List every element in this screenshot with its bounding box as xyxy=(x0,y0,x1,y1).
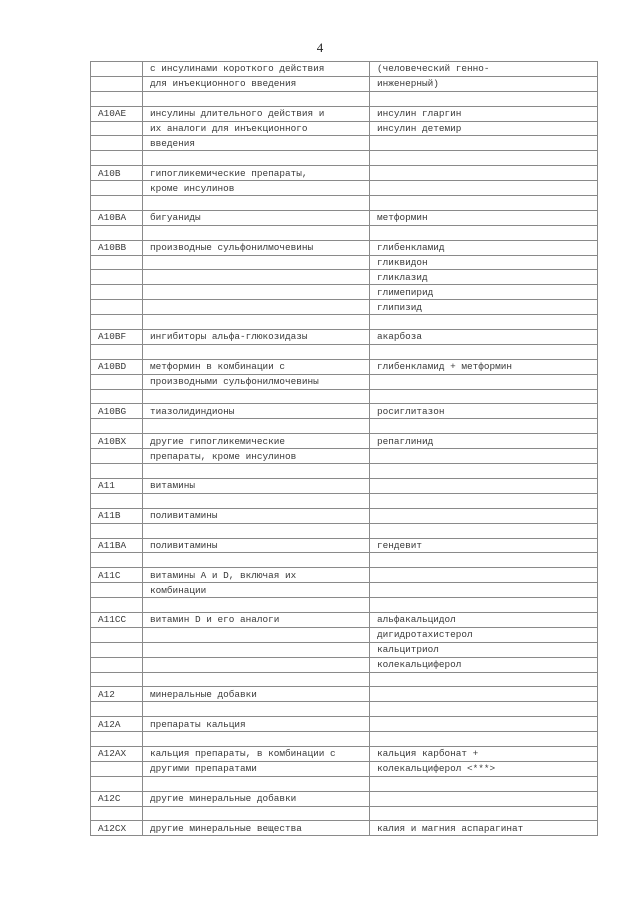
description-cell: витамины A и D, включая их xyxy=(143,568,370,583)
table-row xyxy=(91,538,598,553)
drug-name-cell: росиглитазон xyxy=(370,404,598,419)
description-cell: бигуаниды xyxy=(143,210,370,225)
drug-name-cell xyxy=(370,389,598,404)
table-row xyxy=(91,806,598,821)
description-cell xyxy=(143,732,370,747)
page-number: 4 xyxy=(316,40,324,55)
drug-name-cell: колекальциферол <***> xyxy=(370,761,598,776)
description-cell xyxy=(143,225,370,240)
atc-code-cell: A10BD xyxy=(91,359,143,374)
atc-code-cell: A12C xyxy=(91,791,143,806)
description-cell xyxy=(143,553,370,568)
table-row xyxy=(91,746,598,761)
table-row xyxy=(91,225,598,240)
atc-code-cell xyxy=(91,702,143,717)
table-row xyxy=(91,612,598,627)
drug-name-cell xyxy=(370,478,598,493)
description-cell xyxy=(143,523,370,538)
drug-name-cell: колекальциферол xyxy=(370,657,598,672)
atc-code-cell xyxy=(91,657,143,672)
atc-code-cell xyxy=(91,62,143,77)
description-cell: тиазолидиндионы xyxy=(143,404,370,419)
description-cell: производные сульфонилмочевины xyxy=(143,240,370,255)
description-cell xyxy=(143,642,370,657)
drug-name-cell xyxy=(370,151,598,166)
table-row xyxy=(91,76,598,91)
atc-code-cell: A10AE xyxy=(91,106,143,121)
table-row xyxy=(91,121,598,136)
atc-code-cell: A12AX xyxy=(91,746,143,761)
description-cell xyxy=(143,598,370,613)
atc-code-cell xyxy=(91,270,143,285)
drug-name-cell: глипизид xyxy=(370,300,598,315)
drug-name-cell: глибенкламид xyxy=(370,240,598,255)
table-row xyxy=(91,210,598,225)
description-cell xyxy=(143,196,370,211)
table-row xyxy=(91,344,598,359)
atc-code-cell xyxy=(91,136,143,151)
table-row xyxy=(91,106,598,121)
description-cell: другие минеральные добавки xyxy=(143,791,370,806)
atc-code-cell xyxy=(91,374,143,389)
description-cell: гипогликемические препараты, xyxy=(143,166,370,181)
drug-name-cell: репаглинид xyxy=(370,434,598,449)
table-row xyxy=(91,315,598,330)
description-cell xyxy=(143,806,370,821)
description-cell xyxy=(143,389,370,404)
drug-name-cell xyxy=(370,583,598,598)
drug-name-cell: кальцитриол xyxy=(370,642,598,657)
description-cell xyxy=(143,91,370,106)
table-row xyxy=(91,449,598,464)
table-body xyxy=(91,62,598,836)
table-row xyxy=(91,62,598,77)
atc-code-cell xyxy=(91,553,143,568)
atc-code-cell xyxy=(91,300,143,315)
drug-name-cell xyxy=(370,791,598,806)
atc-code-cell xyxy=(91,583,143,598)
drug-name-cell: глибенкламид + метформин xyxy=(370,359,598,374)
table-row xyxy=(91,642,598,657)
description-cell xyxy=(143,285,370,300)
description-cell: поливитамины xyxy=(143,508,370,523)
atc-code-cell xyxy=(91,449,143,464)
table-row xyxy=(91,404,598,419)
drug-name-cell xyxy=(370,136,598,151)
atc-code-cell xyxy=(91,493,143,508)
atc-code-cell: A10BX xyxy=(91,434,143,449)
table-row xyxy=(91,374,598,389)
table-row xyxy=(91,717,598,732)
drug-name-cell xyxy=(370,166,598,181)
description-cell: препараты кальция xyxy=(143,717,370,732)
description-cell: с инсулинами короткого действия xyxy=(143,62,370,77)
table-row xyxy=(91,330,598,345)
table-row xyxy=(91,419,598,434)
description-cell: минеральные добавки xyxy=(143,687,370,702)
drug-name-cell xyxy=(370,464,598,479)
table-row xyxy=(91,359,598,374)
table-row xyxy=(91,821,598,836)
description-cell xyxy=(143,702,370,717)
table-row xyxy=(91,702,598,717)
drug-name-cell: (человеческий генно- xyxy=(370,62,598,77)
table-row xyxy=(91,255,598,270)
drug-name-cell: гликвидон xyxy=(370,255,598,270)
description-cell: препараты, кроме инсулинов xyxy=(143,449,370,464)
table-row xyxy=(91,434,598,449)
description-cell: комбинации xyxy=(143,583,370,598)
description-cell xyxy=(143,493,370,508)
table-row xyxy=(91,553,598,568)
table-row xyxy=(91,583,598,598)
table-row xyxy=(91,523,598,538)
atc-code-cell xyxy=(91,806,143,821)
drug-name-cell xyxy=(370,523,598,538)
table-row xyxy=(91,508,598,523)
drug-name-cell: гендевит xyxy=(370,538,598,553)
atc-code-cell xyxy=(91,523,143,538)
description-cell: витамин D и его аналоги xyxy=(143,612,370,627)
atc-code-cell: A10BG xyxy=(91,404,143,419)
drug-name-cell: дигидротахистерол xyxy=(370,627,598,642)
table-row xyxy=(91,732,598,747)
description-cell: их аналоги для инъекционного xyxy=(143,121,370,136)
drug-name-cell xyxy=(370,717,598,732)
atc-code-cell: A11CC xyxy=(91,612,143,627)
description-cell xyxy=(143,255,370,270)
description-cell: инсулины длительного действия и xyxy=(143,106,370,121)
atc-code-cell xyxy=(91,76,143,91)
table-row xyxy=(91,791,598,806)
drug-name-cell xyxy=(370,702,598,717)
drug-name-cell xyxy=(370,374,598,389)
atc-code-cell xyxy=(91,255,143,270)
atc-code-cell: A10BB xyxy=(91,240,143,255)
drug-name-cell: гликлазид xyxy=(370,270,598,285)
description-cell xyxy=(143,270,370,285)
atc-code-cell xyxy=(91,344,143,359)
drug-name-cell xyxy=(370,806,598,821)
drug-name-cell xyxy=(370,225,598,240)
description-cell: другие минеральные вещества xyxy=(143,821,370,836)
drug-name-cell xyxy=(370,687,598,702)
drug-name-cell: инсулин детемир xyxy=(370,121,598,136)
table-row xyxy=(91,300,598,315)
drug-name-cell xyxy=(370,91,598,106)
atc-code-cell xyxy=(91,464,143,479)
table-row xyxy=(91,687,598,702)
table-row xyxy=(91,196,598,211)
drug-name-cell xyxy=(370,449,598,464)
drug-name-cell: альфакальцидол xyxy=(370,612,598,627)
drug-name-cell: метформин xyxy=(370,210,598,225)
table-row xyxy=(91,761,598,776)
drug-name-cell: кальция карбонат + xyxy=(370,746,598,761)
drug-name-cell xyxy=(370,181,598,196)
description-cell xyxy=(143,315,370,330)
drug-name-cell: глимепирид xyxy=(370,285,598,300)
description-cell xyxy=(143,151,370,166)
atc-code-cell: A10BF xyxy=(91,330,143,345)
atc-code-cell xyxy=(91,181,143,196)
table-row xyxy=(91,136,598,151)
atc-code-cell xyxy=(91,389,143,404)
description-cell: производными сульфонилмочевины xyxy=(143,374,370,389)
atc-code-cell: A11B xyxy=(91,508,143,523)
atc-code-cell: A10B xyxy=(91,166,143,181)
table-row xyxy=(91,598,598,613)
description-cell: введения xyxy=(143,136,370,151)
description-cell xyxy=(143,344,370,359)
atc-code-cell xyxy=(91,627,143,642)
drug-name-cell xyxy=(370,493,598,508)
atc-code-cell xyxy=(91,225,143,240)
atc-code-cell xyxy=(91,151,143,166)
description-cell xyxy=(143,776,370,791)
table-row xyxy=(91,464,598,479)
atc-code-cell xyxy=(91,642,143,657)
drug-name-cell xyxy=(370,419,598,434)
drug-name-cell xyxy=(370,598,598,613)
table-row xyxy=(91,776,598,791)
description-cell: другими препаратами xyxy=(143,761,370,776)
description-cell xyxy=(143,419,370,434)
atc-code-cell xyxy=(91,285,143,300)
atc-code-cell xyxy=(91,732,143,747)
description-cell: кальция препараты, в комбинации с xyxy=(143,746,370,761)
table-row xyxy=(91,389,598,404)
drug-name-cell xyxy=(370,315,598,330)
atc-code-cell: A12CX xyxy=(91,821,143,836)
atc-code-cell: A11C xyxy=(91,568,143,583)
table-row xyxy=(91,493,598,508)
description-cell xyxy=(143,672,370,687)
drug-name-cell xyxy=(370,508,598,523)
table-row xyxy=(91,657,598,672)
table-row xyxy=(91,91,598,106)
description-cell: метформин в комбинации с xyxy=(143,359,370,374)
table-row xyxy=(91,568,598,583)
atc-code-cell xyxy=(91,121,143,136)
atc-code-cell: A11 xyxy=(91,478,143,493)
atc-code-cell xyxy=(91,315,143,330)
table-row xyxy=(91,166,598,181)
drug-name-cell: инженерный) xyxy=(370,76,598,91)
description-cell xyxy=(143,627,370,642)
table-row xyxy=(91,285,598,300)
atc-code-cell xyxy=(91,598,143,613)
atc-code-cell xyxy=(91,91,143,106)
drug-name-cell: калия и магния аспарагинат xyxy=(370,821,598,836)
atc-code-cell xyxy=(91,776,143,791)
description-cell xyxy=(143,464,370,479)
table-row xyxy=(91,478,598,493)
table-row xyxy=(91,672,598,687)
description-cell xyxy=(143,657,370,672)
table-row xyxy=(91,181,598,196)
table-row xyxy=(91,270,598,285)
atc-code-cell xyxy=(91,419,143,434)
drug-classification-table xyxy=(90,61,598,836)
drug-name-cell xyxy=(370,553,598,568)
drug-name-cell: акарбоза xyxy=(370,330,598,345)
table-row xyxy=(91,151,598,166)
atc-code-cell: A12A xyxy=(91,717,143,732)
drug-name-cell xyxy=(370,672,598,687)
atc-code-cell: A10BA xyxy=(91,210,143,225)
table-row xyxy=(91,627,598,642)
atc-code-cell xyxy=(91,672,143,687)
description-cell: для инъекционного введения xyxy=(143,76,370,91)
description-cell: витамины xyxy=(143,478,370,493)
description-cell: поливитамины xyxy=(143,538,370,553)
drug-name-cell xyxy=(370,776,598,791)
drug-name-cell xyxy=(370,344,598,359)
atc-code-cell xyxy=(91,761,143,776)
table-row xyxy=(91,240,598,255)
description-cell: кроме инсулинов xyxy=(143,181,370,196)
atc-code-cell: A11BA xyxy=(91,538,143,553)
description-cell: ингибиторы альфа-глюкозидазы xyxy=(143,330,370,345)
drug-name-cell xyxy=(370,732,598,747)
description-cell: другие гипогликемические xyxy=(143,434,370,449)
atc-code-cell: A12 xyxy=(91,687,143,702)
drug-name-cell: инсулин гларгин xyxy=(370,106,598,121)
drug-name-cell xyxy=(370,196,598,211)
description-cell xyxy=(143,300,370,315)
drug-name-cell xyxy=(370,568,598,583)
atc-code-cell xyxy=(91,196,143,211)
